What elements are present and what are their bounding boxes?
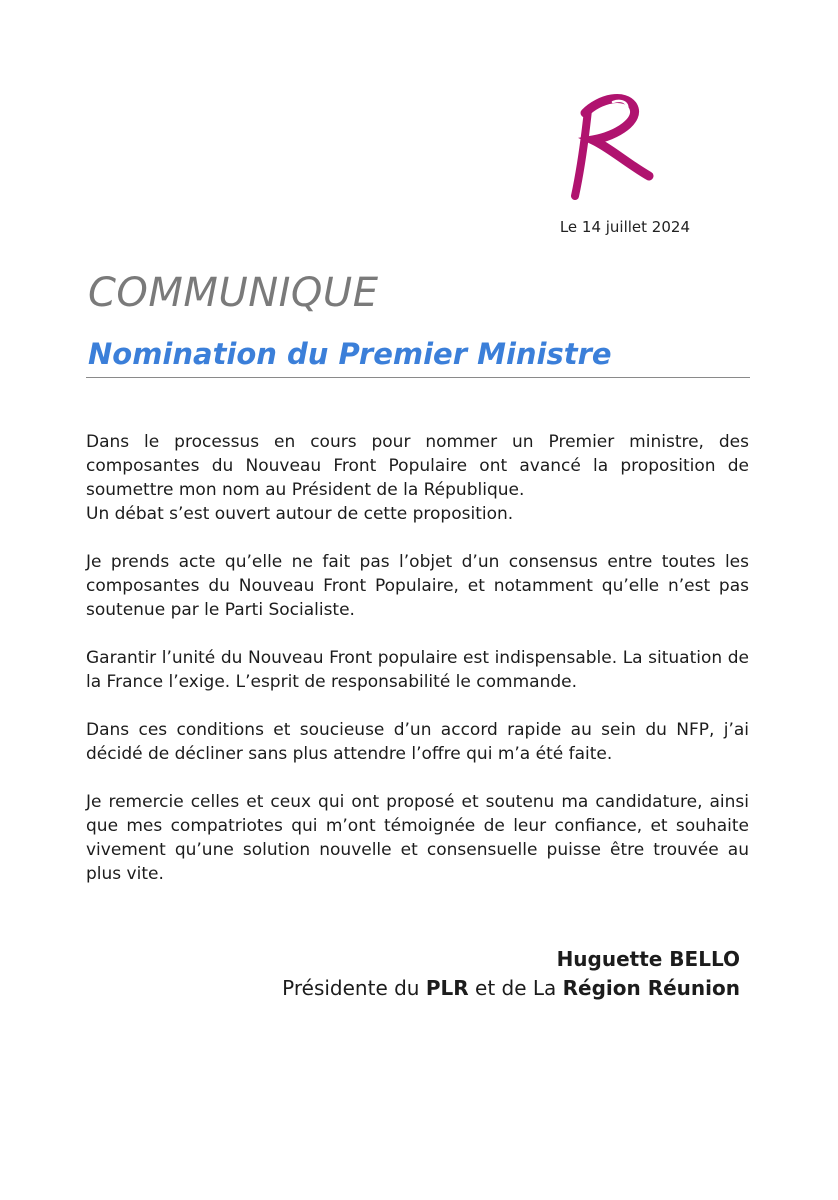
signatory-name: Huguette BELLO (556, 947, 740, 971)
paragraph-2: Je prends acte qu’elle ne fait pas l’objet d’un consensus entre toutes les composantes du Nouveau Front Populaire, et notamment qu’elle n’est pas soutenue par le Parti Socialiste. (86, 552, 749, 620)
document-subheading: Nomination du Premier Ministre (88, 337, 612, 371)
role-prefix: Présidente du (282, 976, 420, 1000)
document-date: Le 14 juillet 2024 (559, 218, 690, 236)
paragraph-text: Dans le processus en cours pour nommer un Premier ministre, des composantes du Nouveau Front Populaire ont avancé la proposition de soumettre mon nom au Président de la République. (86, 432, 749, 500)
paragraph-text: Un débat s’est ouvert autour de cette proposition. (86, 504, 514, 524)
signatory-role (200, 974, 740, 1003)
paragraph-3: Garantir l’unité du Nouveau Front populaire est indispensable. La situation de la France l’exige. L’esprit de responsabilité le commande. (86, 648, 749, 692)
pour-la-reunion-logo (555, 88, 665, 203)
signature-block (200, 945, 740, 1003)
paragraph-1 (86, 430, 749, 526)
paragraph-5: Je remercie celles et ceux qui ont proposé et soutenu ma candidature, ainsi que mes compatriotes qui m’ont témoignée de leur confiance, et souhaite vivement qu’une solution nouvelle et consensuelle puisse être trouvée au plus vite. (86, 792, 749, 884)
role-mid: et de La (475, 976, 557, 1000)
role-region: Région Réunion (562, 976, 740, 1000)
logo (555, 88, 665, 203)
paragraph-4: Dans ces conditions et soucieuse d’un accord rapide au sein du NFP, j’ai décidé de décliner sans plus attendre l’offre qui m’a été faite. (86, 720, 749, 764)
communique-body (86, 430, 749, 910)
document-heading: COMMUNIQUE (88, 270, 379, 316)
role-party: PLR (425, 976, 469, 1000)
heading-divider (86, 377, 750, 378)
